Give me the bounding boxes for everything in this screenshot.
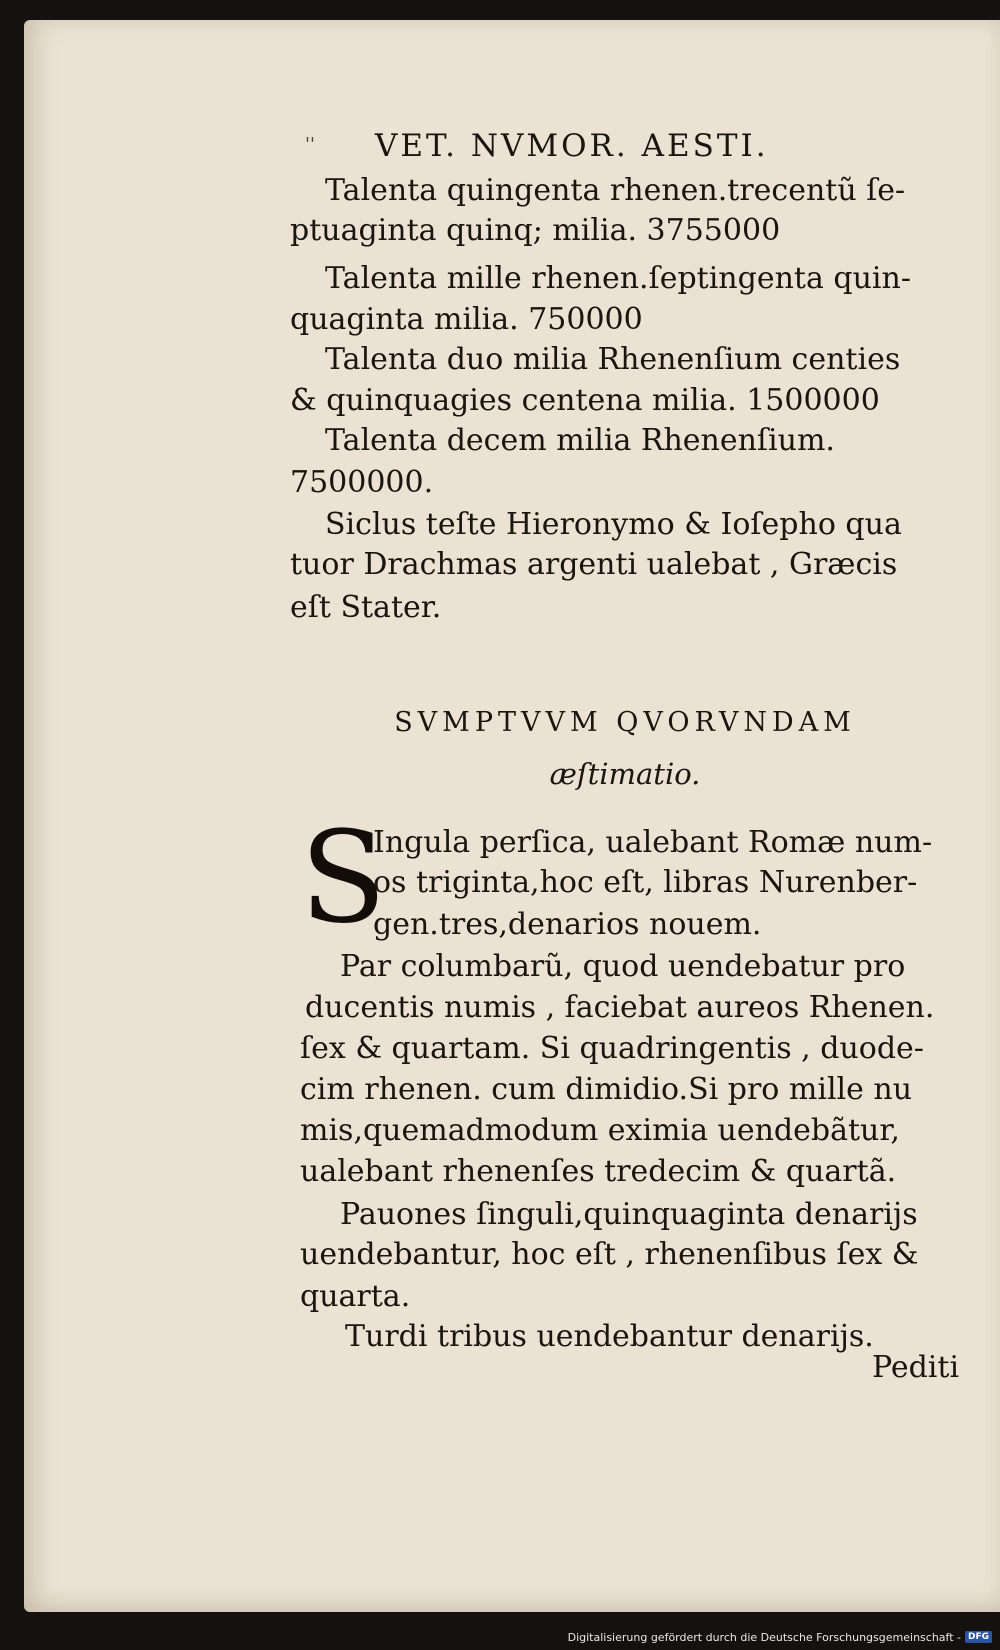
text-line: Par columbarũ, quod uendebatur pro <box>340 949 906 984</box>
text-line: cim rhenen. cum dimidio.Si pro mille nu <box>300 1072 913 1107</box>
running-head-title: VET. NVMOR. AESTI. <box>375 128 769 164</box>
text-line: quaginta milia. 750000 <box>290 302 643 337</box>
text-line: Talenta quingenta rhenen.trecentũ ſe- <box>325 173 906 208</box>
catchword: Pediti <box>872 1350 960 1385</box>
text-line: Siclus teſte Hieronymo & Ioſepho qua <box>325 507 902 542</box>
text-line: ualebant rhenenſes tredecim & quartã. <box>300 1154 897 1189</box>
text-line: & quinquagies centena milia. 1500000 <box>290 383 880 418</box>
text-line: uendebantur, hoc eſt , rhenenſibus ſex & <box>300 1237 919 1272</box>
text-line: Talenta decem milia Rhenenſium. <box>325 423 835 458</box>
text-line: 7500000. <box>290 465 434 500</box>
digitization-credit <box>568 1628 992 1646</box>
text-line: ſex & quartam. Si quadringentis , duode- <box>300 1031 924 1066</box>
dfg-logo: DFG <box>965 1631 992 1643</box>
drop-initial: S <box>300 804 387 951</box>
text-line: tuor Drachmas argenti ualebat , Græcis <box>290 547 898 582</box>
book-page <box>24 20 1000 1612</box>
text-line: eſt Stater. <box>290 590 442 625</box>
text-line: Talenta mille rhenen.ſeptingenta quin- <box>325 261 911 296</box>
text-line: Turdi tribus uendebantur denarijs. <box>345 1319 874 1354</box>
credit-text: Digitalisierung gefördert durch die Deutsche Forschungsgemeinschaft - <box>567 1630 961 1644</box>
text-line: Ingula perſica, ualebant Romæ num- <box>373 825 933 860</box>
section-heading: SVMPTVVM QVORVNDAM <box>394 707 856 738</box>
text-line: ducentis numis , faciebat aureos Rhenen. <box>305 990 935 1025</box>
margin-marks: '' <box>305 134 315 155</box>
text-line: Talenta duo milia Rhenenſium centies <box>325 342 901 377</box>
text-line: Pauones ſinguli,quinquaginta denarijs <box>340 1197 918 1232</box>
text-line: quarta. <box>300 1279 411 1314</box>
text-line: ptuaginta quinq; milia. 3755000 <box>290 213 781 248</box>
section-subheading: æſtimatio. <box>549 757 701 791</box>
text-line: os triginta,hoc eſt, libras Nurenber- <box>373 865 918 900</box>
text-line: mis,quemadmodum eximia uendebãtur, <box>300 1113 900 1148</box>
running-head <box>305 128 895 164</box>
text-line: gen.tres,denarios nouem. <box>373 907 762 942</box>
